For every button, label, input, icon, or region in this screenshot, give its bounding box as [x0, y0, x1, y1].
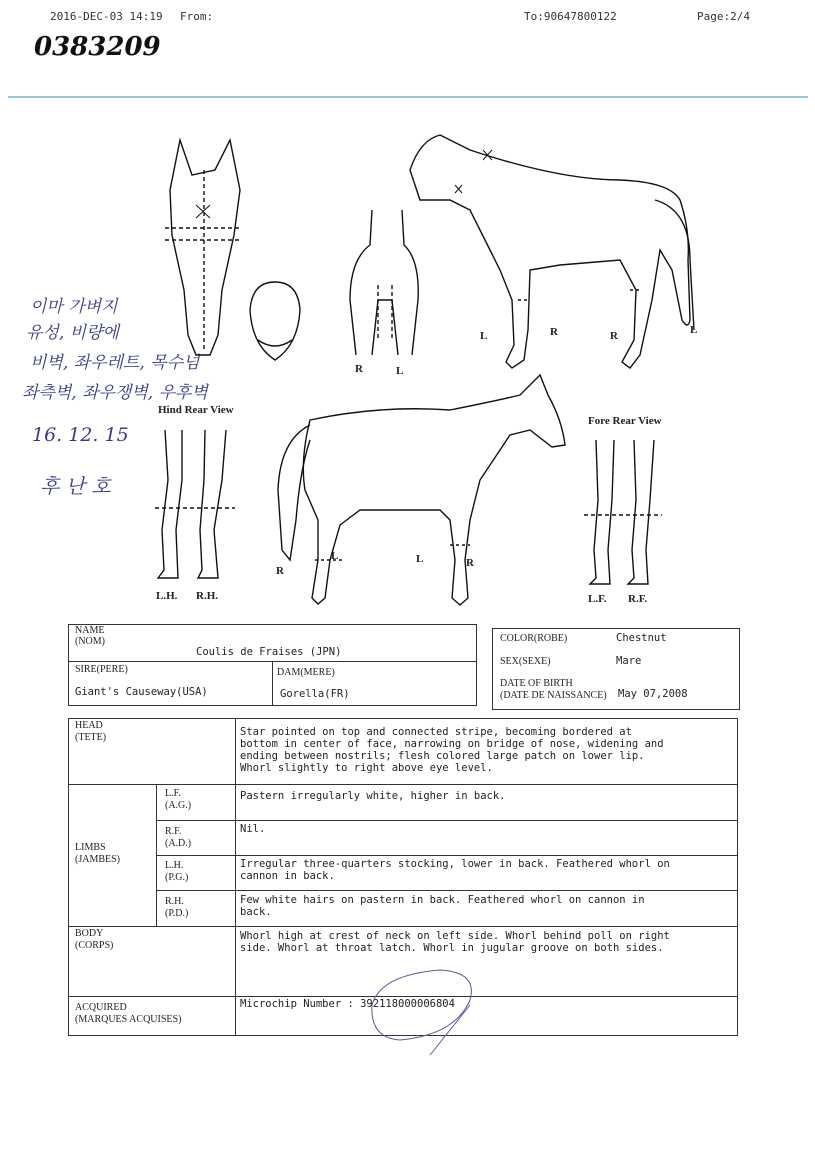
- lf-label: L.F.: [165, 788, 181, 799]
- rh-label: R.H.: [165, 896, 184, 907]
- sex-value: Mare: [616, 655, 642, 667]
- color-label: COLOR(ROBE): [500, 633, 568, 644]
- handwritten-date: 16. 12. 15: [32, 424, 129, 446]
- hind-rear-view-label: Hind Rear View: [158, 404, 234, 416]
- rf-label-fr: (A.D.): [165, 838, 192, 849]
- horse1-label-r-front: R: [550, 326, 558, 338]
- dam-value: Gorella(FR): [280, 688, 350, 700]
- fax-from-label: From:: [180, 10, 214, 23]
- handwritten-note-1: 이마 가벼지: [30, 297, 118, 317]
- horse2-label-l-front: L: [416, 553, 424, 565]
- horse1-label-r-hind: R: [610, 330, 618, 342]
- lf-description: Pastern irregularly white, higher in back.: [240, 790, 506, 802]
- sire-label: SIRE(PERE): [75, 664, 128, 675]
- limbs-label: LIMBS: [75, 842, 106, 853]
- lh-label-fr: (P.G.): [165, 872, 189, 883]
- limbs-label-fr: (JAMBES): [75, 854, 121, 865]
- nom-label: (NOM): [75, 636, 105, 647]
- horse2-label-r-hind: R: [276, 565, 284, 577]
- fore-rear-view-label: Fore Rear View: [588, 415, 662, 427]
- body-label: BODY: [75, 928, 104, 939]
- handwritten-number: 0383209: [34, 32, 161, 62]
- handwritten-note-4: 좌측벽, 좌우쟁벽, 우후벽: [22, 383, 208, 403]
- handwritten-signature: 후 난 호: [40, 474, 111, 498]
- acquired-description: Microchip Number : 392118000006804: [240, 998, 455, 1010]
- lh-description: Irregular three-quarters stocking, lower in back. Feathered whorl on cannon in back.: [240, 858, 670, 882]
- fax-page: Page:2/4: [697, 10, 750, 23]
- head-label: HEAD: [75, 720, 103, 731]
- name-label: NAME: [75, 625, 105, 636]
- lh-label: L.H.: [165, 860, 184, 871]
- horse1-label-l-front: L: [480, 330, 488, 342]
- handwritten-note-3: 비벽, 좌우레트, 목수넘: [30, 353, 200, 373]
- hind-label-rh: R.H.: [196, 590, 218, 602]
- chest-label-l: L: [396, 365, 404, 377]
- chest-label-r: R: [355, 363, 363, 375]
- handwritten-note-2: 유성, 비량에: [26, 323, 119, 343]
- dam-label: DAM(MERE): [277, 667, 335, 678]
- head-label-fr: (TETE): [75, 732, 107, 743]
- fax-datetime: 2016-DEC-03 14:19: [50, 10, 163, 23]
- body-label-fr: (CORPS): [75, 940, 114, 951]
- acquired-label-fr: (MARQUES ACQUISES): [75, 1014, 182, 1025]
- hind-label-lh: L.H.: [156, 590, 178, 602]
- dob-label-fr: (DATE DE NAISSANCE): [500, 690, 607, 701]
- horse2-label-r-front: R: [466, 557, 474, 569]
- rh-description: Few white hairs on pastern in back. Feathered whorl on cannon in back.: [240, 894, 645, 918]
- fore-label-rf: R.F.: [628, 593, 648, 605]
- fore-label-lf: L.F.: [588, 593, 607, 605]
- rf-description: Nil.: [240, 823, 266, 835]
- head-description: Star pointed on top and connected stripe, becoming bordered at bottom in center of face, narrowing on bridge of nose, widening and ending between nostrils; flesh colored large patch on lower lip. Whorl slightly to right above eye level.: [240, 726, 664, 774]
- horse-name: Coulis de Fraises (JPN): [196, 646, 342, 658]
- rh-label-fr: (P.D.): [165, 908, 189, 919]
- dob-label: DATE OF BIRTH: [500, 678, 573, 689]
- lf-label-fr: (A.G.): [165, 800, 192, 811]
- horse1-label-l-hind: L: [690, 324, 698, 336]
- sex-label: SEX(SEXE): [500, 656, 551, 667]
- dob-value: May 07,2008: [618, 688, 688, 700]
- acquired-label: ACQUIRED: [75, 1002, 127, 1013]
- fax-to: To:90647800122: [524, 10, 617, 23]
- body-description: Whorl high at crest of neck on left side. Whorl behind poll on right side. Whorl at throat latch. Whorl in jugular groove on both sides.: [240, 930, 670, 954]
- color-value: Chestnut: [616, 632, 667, 644]
- sire-value: Giant's Causeway(USA): [75, 686, 208, 698]
- horse2-label-l-hind: L: [331, 550, 339, 562]
- rf-label: R.F.: [165, 826, 182, 837]
